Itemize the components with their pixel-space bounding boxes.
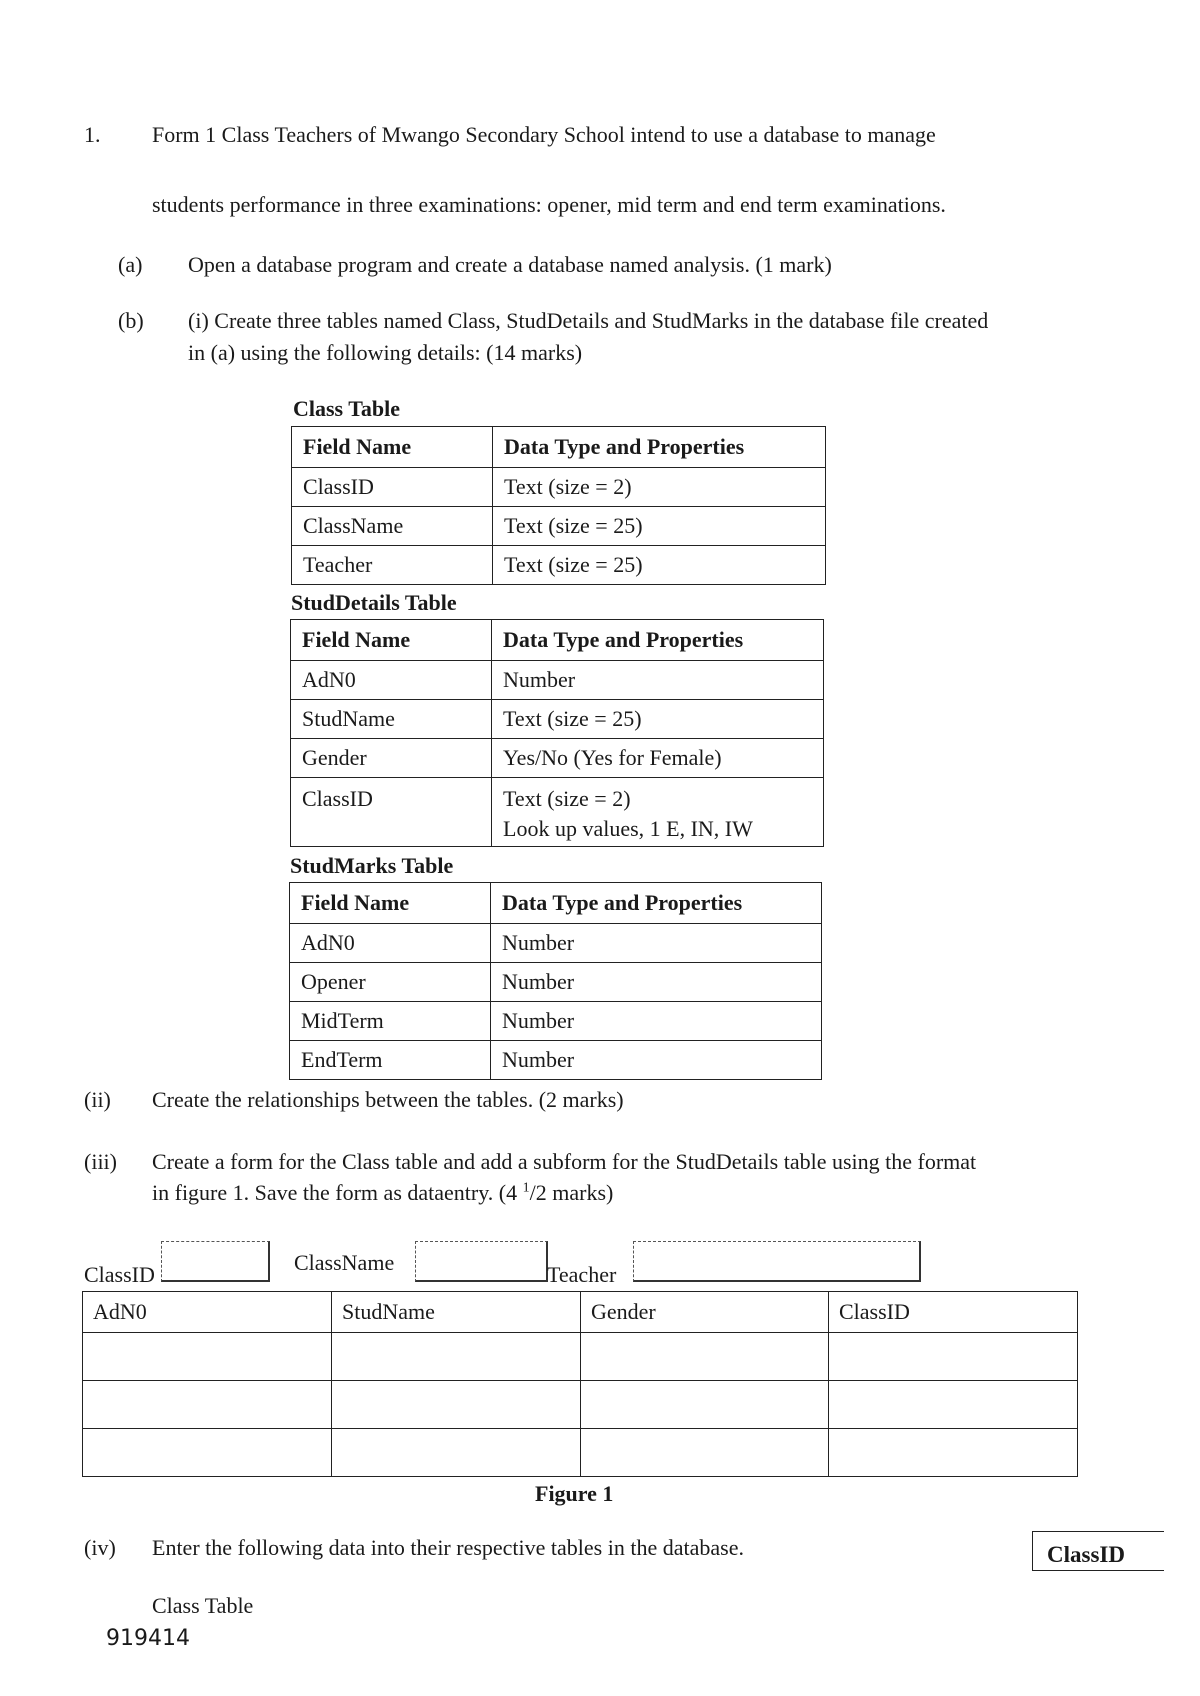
- data-type-cell: Number: [491, 1002, 822, 1041]
- question-intro-line1: Form 1 Class Teachers of Mwango Secondary School intend to use a database to manage: [152, 122, 936, 147]
- class-table-header-field: Field Name: [292, 427, 493, 468]
- part-ii-text: Create the relationships between the tables. (2 marks): [152, 1087, 624, 1112]
- part-iv-label: (iv): [84, 1535, 116, 1560]
- field-name-cell: Opener: [290, 963, 491, 1002]
- field-name-cell: Teacher: [292, 546, 493, 585]
- field-name-cell: Gender: [291, 739, 492, 778]
- field-name-cell: AdN0: [290, 924, 491, 963]
- table-row: [292, 546, 826, 585]
- data-type-cell: Text (size = 25): [492, 700, 824, 739]
- part-iv-text: Enter the following data into their respective tables in the database.: [152, 1535, 744, 1560]
- table-row: [291, 739, 824, 778]
- class-table: [291, 426, 826, 585]
- classid-side-box: ClassID: [1032, 1531, 1164, 1571]
- subform-column-header: Gender: [581, 1292, 829, 1333]
- lookup-values-line: Look up values, 1 E, IN, IW: [503, 816, 753, 841]
- table-row: [292, 468, 826, 507]
- page-code: 919414: [106, 1626, 190, 1651]
- question-number: 1.: [84, 122, 101, 147]
- table-row: [290, 924, 822, 963]
- subform-grid: [82, 1291, 1078, 1477]
- subform-column-header: ClassID: [829, 1292, 1078, 1333]
- question-intro-line2: students performance in three examinations: opener, mid term and end term examinations.: [152, 192, 946, 217]
- form-classid-label: ClassID: [84, 1262, 155, 1287]
- field-name-cell: EndTerm: [290, 1041, 491, 1080]
- field-name-cell: AdN0: [291, 661, 492, 700]
- part-iii-label: (iii): [84, 1149, 117, 1174]
- field-name-cell: MidTerm: [290, 1002, 491, 1041]
- form-classname-label: ClassName: [294, 1250, 395, 1275]
- table-row: [83, 1429, 1078, 1477]
- part-b-line1: (i) Create three tables named Class, StudDetails and StudMarks in the database file created: [188, 308, 989, 333]
- part-iii-line1: Create a form for the Class table and add a subform for the StudDetails table using the format: [152, 1149, 977, 1174]
- field-name-cell: ClassID: [291, 778, 492, 847]
- data-type-cell: Text (size = 2): [493, 468, 826, 507]
- table-row: [83, 1333, 1078, 1381]
- studmarks-table-title: StudMarks Table: [290, 853, 454, 878]
- part-b-line2: in (a) using the following details: (14 marks): [188, 340, 583, 365]
- data-type-cell: Yes/No (Yes for Female): [492, 739, 824, 778]
- table-row: [292, 507, 826, 546]
- form-teacher-label: Teacher: [547, 1262, 617, 1287]
- studdetails-header-type: Data Type and Properties: [492, 620, 824, 661]
- studmarks-header-type: Data Type and Properties: [491, 883, 822, 924]
- data-type-cell: [492, 778, 824, 847]
- table-row: [291, 778, 824, 847]
- part-ii-label: (ii): [84, 1087, 111, 1112]
- field-name-cell: StudName: [291, 700, 492, 739]
- subform-column-header: StudName: [332, 1292, 581, 1333]
- table-row: [291, 661, 824, 700]
- class-table-title: Class Table: [293, 396, 400, 421]
- subform-column-header: AdN0: [83, 1292, 332, 1333]
- studdetails-table-title: StudDetails Table: [291, 590, 457, 615]
- figure-caption: Figure 1: [535, 1481, 614, 1506]
- form-teacher-box: [633, 1241, 921, 1282]
- studdetails-table: [290, 619, 824, 847]
- form-classid-box: [161, 1241, 270, 1282]
- studmarks-table: [289, 882, 822, 1080]
- field-name-cell: ClassName: [292, 507, 493, 546]
- part-iv-subheading: Class Table: [152, 1593, 254, 1618]
- table-row: [290, 963, 822, 1002]
- part-b-label: (b): [118, 308, 144, 333]
- part-iii-line2: in figure 1. Save the form as dataentry. (4 $^1$/2 marks): [152, 1180, 614, 1205]
- form-classname-box: [415, 1241, 548, 1282]
- field-name-cell: ClassID: [292, 468, 493, 507]
- part-a-label: (a): [118, 252, 143, 277]
- class-table-header-type: Data Type and Properties: [493, 427, 826, 468]
- studdetails-header-field: Field Name: [291, 620, 492, 661]
- data-type-cell: Number: [492, 661, 824, 700]
- data-type-cell: Number: [491, 963, 822, 1002]
- data-type-cell: Number: [491, 924, 822, 963]
- data-type-cell: Text (size = 25): [493, 546, 826, 585]
- data-type-cell: Text (size = 25): [493, 507, 826, 546]
- data-type-cell: Number: [491, 1041, 822, 1080]
- data-type-line: Text (size = 2): [503, 786, 631, 811]
- table-row: [290, 1041, 822, 1080]
- table-row: [291, 700, 824, 739]
- studmarks-header-field: Field Name: [290, 883, 491, 924]
- table-row: [83, 1381, 1078, 1429]
- table-row: [290, 1002, 822, 1041]
- part-a-text: Open a database program and create a database named analysis. (1 mark): [188, 252, 832, 277]
